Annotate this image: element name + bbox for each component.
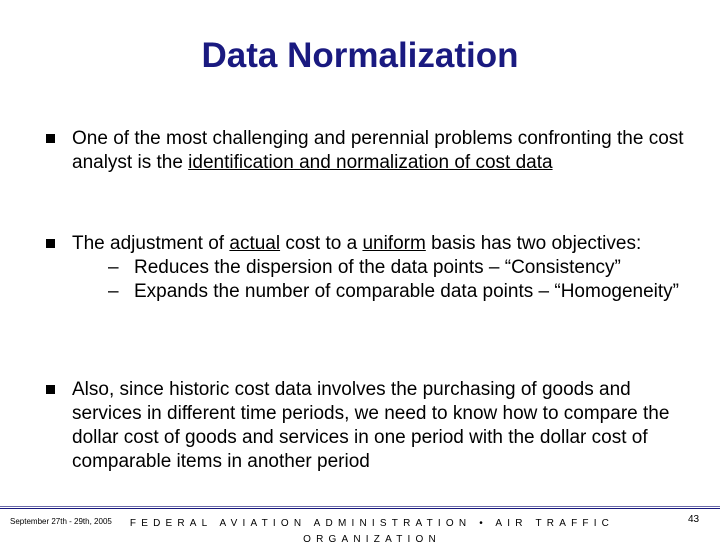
dash-marker: – <box>108 257 119 278</box>
underlined-word-actual: actual <box>229 233 281 254</box>
footer-divider <box>0 508 720 509</box>
bullet-1-text: One of the most challenging and perennial problems confronting the cost analyst is the identification and normalization of cost data <box>72 128 684 173</box>
bullet-3 <box>46 378 696 474</box>
bullet-2 <box>46 232 696 304</box>
footer-agency: FEDERAL AVIATION ADMINISTRATION • AIR TRAFFIC ORGANIZATION <box>129 518 615 545</box>
dash-marker: – <box>108 281 119 302</box>
bullet-square-icon <box>46 385 55 394</box>
bullet-square-icon <box>46 134 55 143</box>
bullet-1 <box>46 127 696 175</box>
bullet-3-text: Also, since historic cost data involves the purchasing of goods and services in different time periods, we need to know how to compare the dollar cost of goods and services in one period with the dollar cost of comparable items in another period <box>72 379 670 472</box>
sub-bullet-1: – Reduces the dispersion of the data points – “Consistency” <box>108 257 621 278</box>
page-number: 43 <box>688 514 700 525</box>
footer-date: September 27th - 29th, 2005 <box>10 517 112 526</box>
bullet-square-icon <box>46 239 55 248</box>
slide-title: Data Normalization <box>201 36 519 75</box>
underlined-word-uniform: uniform <box>362 233 426 254</box>
underlined-phrase: identification and normalization of cost data <box>188 152 553 173</box>
sub-bullet-2: – Expands the number of comparable data points – “Homogeneity” <box>108 281 679 302</box>
bullet-2-text: The adjustment of actual cost to a uniform basis has two objectives: – Reduces the dispersion of the data points – “Consistency” – Expands the number of comparable data points – “Homogeneity” <box>72 232 696 304</box>
